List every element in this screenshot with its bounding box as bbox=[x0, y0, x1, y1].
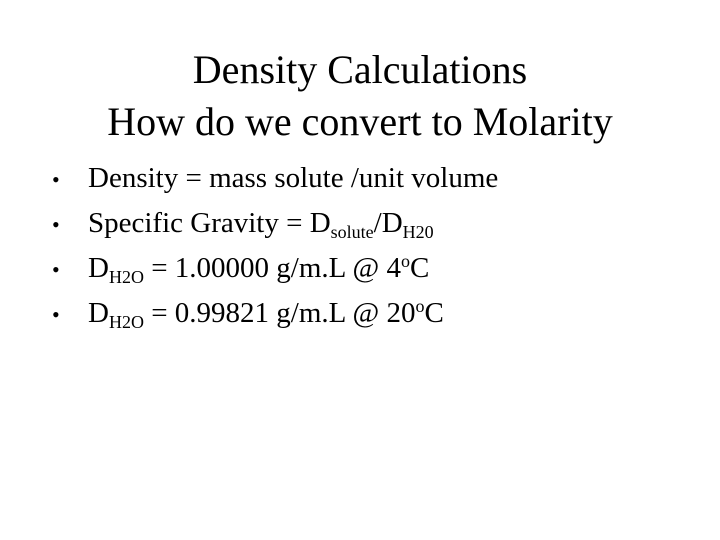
bullet-list bbox=[52, 162, 498, 342]
superscript: o bbox=[415, 296, 425, 316]
bullet-item-specific-gravity bbox=[52, 207, 498, 252]
bullet-text: Density = mass solute /unit volume bbox=[88, 162, 499, 194]
bullet-dot-icon: • bbox=[52, 257, 60, 282]
bullet-item-water-density-20c bbox=[52, 297, 498, 342]
slide-title bbox=[0, 44, 720, 148]
superscript: o bbox=[401, 251, 411, 271]
bullet-dot-icon: • bbox=[52, 212, 60, 237]
subscript: H2O bbox=[108, 312, 144, 332]
text-part: D bbox=[88, 297, 109, 329]
text-part: = 0.99821 g/m.L @ 20 bbox=[143, 297, 416, 329]
text-part: C bbox=[424, 297, 444, 329]
text-part: D bbox=[88, 252, 109, 284]
bullet-text bbox=[88, 252, 429, 285]
subscript: H20 bbox=[402, 222, 434, 242]
bullet-text bbox=[88, 207, 434, 240]
bullet-dot-icon: • bbox=[52, 302, 60, 327]
subscript: solute bbox=[330, 222, 374, 242]
text-part: Specific Gravity = D bbox=[88, 207, 331, 239]
text-part: /D bbox=[373, 207, 403, 239]
text-part: C bbox=[410, 252, 430, 284]
title-line-2: How do we convert to Molarity bbox=[107, 99, 613, 144]
title-line-1: Density Calculations bbox=[192, 47, 528, 92]
bullet-dot-icon: • bbox=[52, 167, 60, 192]
bullet-item-density-definition bbox=[52, 162, 498, 207]
subscript: H2O bbox=[108, 267, 144, 287]
text-part: = 1.00000 g/m.L @ 4 bbox=[143, 252, 402, 284]
bullet-text bbox=[88, 297, 444, 330]
bullet-item-water-density-4c bbox=[52, 252, 498, 297]
